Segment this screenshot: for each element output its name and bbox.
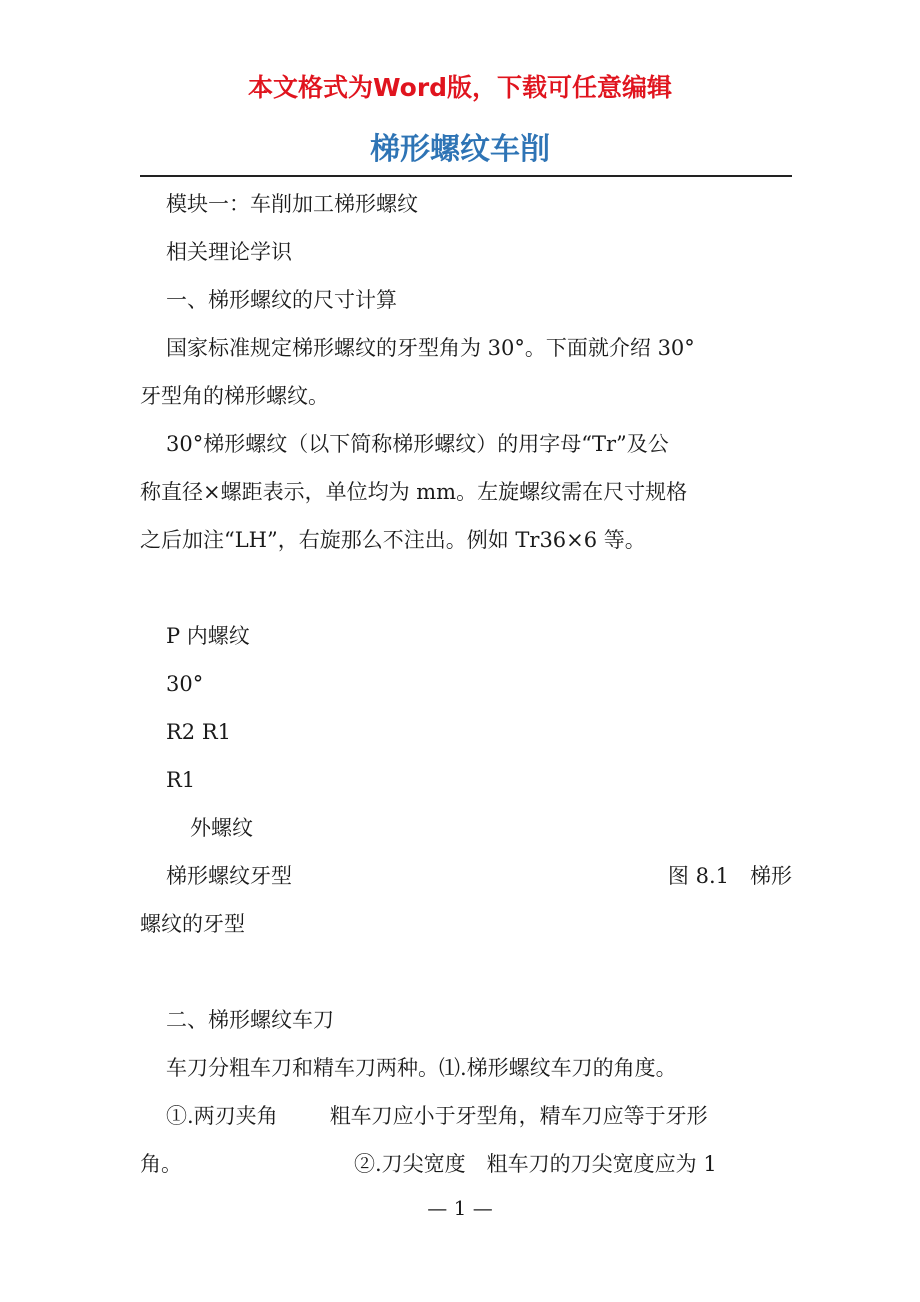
paragraph-line: 车刀分粗车刀和精车刀两种。⑴.梯形螺纹车刀的角度。 <box>166 1056 677 1080</box>
theory-heading: 相关理论学识 <box>166 240 292 264</box>
paragraph-line: 称直径×螺距表示，单位均为 mm。左旋螺纹需在尺寸规格 <box>140 480 688 504</box>
paragraph-line: 国家标准规定梯形螺纹的牙型角为 30°。下面就介绍 30° <box>166 336 695 360</box>
list-item-text: 角。 <box>140 1152 182 1176</box>
list-item-text: ②.刀尖宽度 粗车刀的刀尖宽度应为 1 <box>354 1152 717 1176</box>
figure-caption: 螺纹的牙型 <box>140 912 245 936</box>
paragraph-line: 牙型角的梯形螺纹。 <box>140 384 329 408</box>
title-divider <box>140 175 792 177</box>
figure-label: R1 <box>166 768 196 792</box>
paragraph-line: 之后加注“LH”，右旋那么不注出。例如 Tr36×6 等。 <box>140 528 646 552</box>
page-number: — 1 — <box>427 1196 493 1220</box>
figure-label: R2 R1 <box>166 720 232 744</box>
download-banner: 本文格式为Word版，下载可任意编辑 <box>247 73 673 102</box>
page-title: 梯形螺纹车削 <box>370 132 550 167</box>
list-item-text: 粗车刀应小于牙型角，精车刀应等于牙形 <box>329 1104 708 1128</box>
figure-label: 外螺纹 <box>190 816 253 840</box>
paragraph-line <box>140 1101 792 1131</box>
list-item-label: ①.两刃夹角 <box>166 1104 278 1128</box>
figure-caption-line <box>140 861 792 891</box>
paragraph-line <box>140 1149 792 1179</box>
figure-caption: 图 8.1 梯形 <box>667 864 792 888</box>
figure-label: P 内螺纹 <box>166 624 250 648</box>
module-heading: 模块一：车削加工梯形螺纹 <box>166 192 418 216</box>
paragraph-line: 30°梯形螺纹（以下简称梯形螺纹）的用字母“Tr”及公 <box>166 432 669 456</box>
figure-label: 30° <box>166 672 204 696</box>
section-1-heading: 一、梯形螺纹的尺寸计算 <box>166 288 397 312</box>
section-2-heading: 二、梯形螺纹车刀 <box>166 1008 334 1032</box>
figure-label: 梯形螺纹牙型 <box>166 864 292 888</box>
